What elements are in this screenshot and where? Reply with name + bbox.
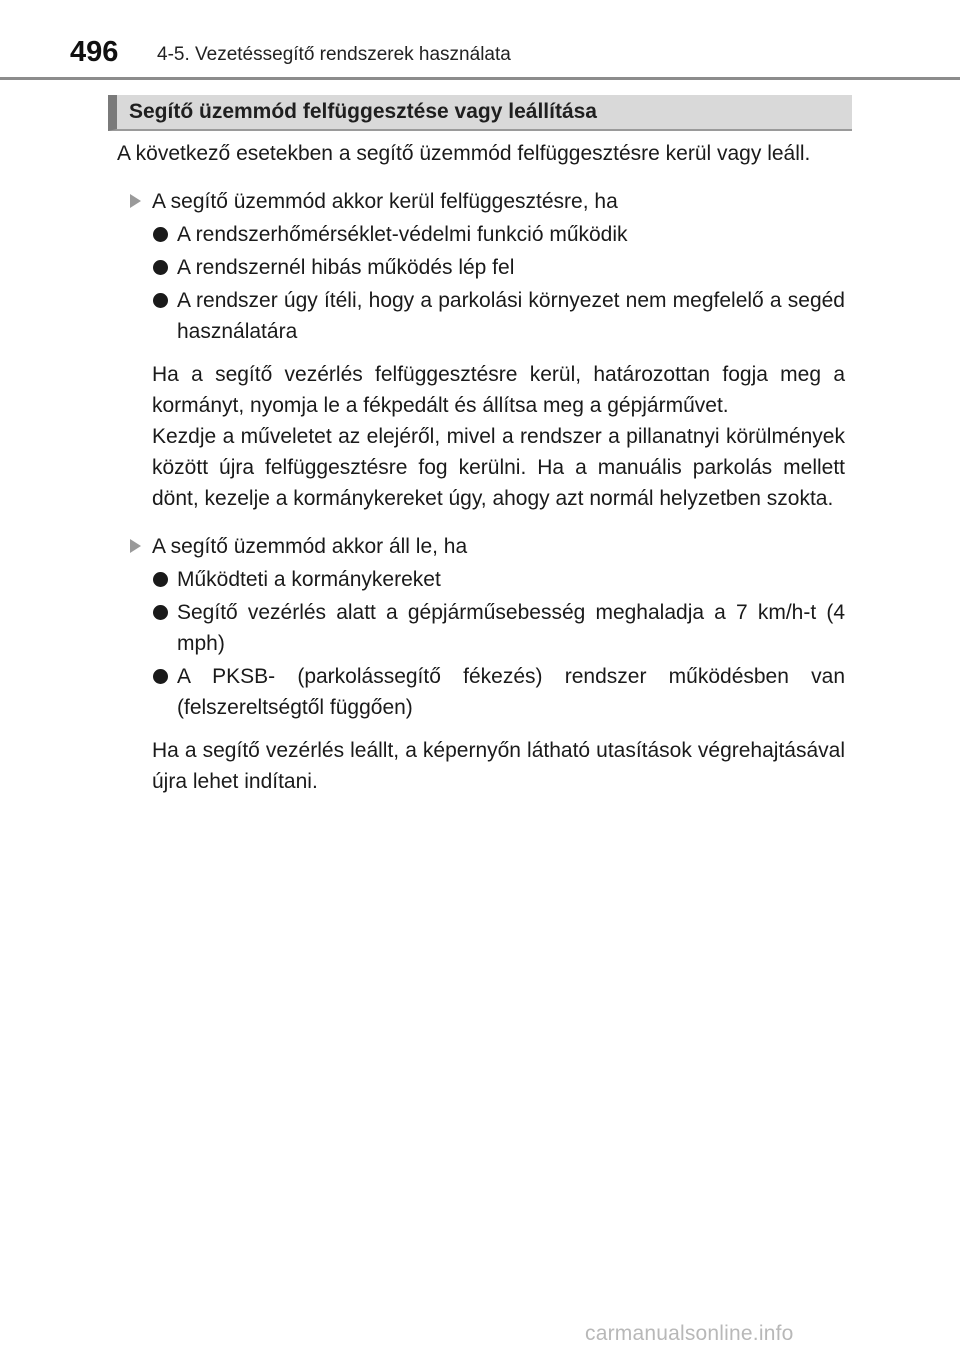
list-item	[152, 597, 845, 659]
page-header	[0, 0, 960, 80]
bullet-dot-icon	[153, 260, 168, 275]
arrow-right-icon	[130, 194, 141, 208]
bullet-dot-icon	[153, 669, 168, 684]
list-item-text: Működteti a kormánykereket	[177, 568, 441, 591]
list-item-text: Segítő vezérlés alatt a gépjárműsebesség meghaladja a 7 km/h-t (4 mph)	[177, 601, 845, 655]
bullet-dot-icon	[153, 227, 168, 242]
page-number: 496	[70, 36, 119, 68]
section-title: Segítő üzemmód felfüggesztése vagy leállítása	[129, 100, 597, 123]
section-heading	[108, 95, 852, 131]
intro-paragraph: A következő esetekben a segítő üzemmód felfüggesztésre kerül vagy leáll.	[117, 142, 811, 165]
header-rule	[0, 77, 960, 80]
bullet-dot-icon	[153, 572, 168, 587]
bullet-dot-icon	[153, 293, 168, 308]
list-item	[152, 219, 845, 250]
arrow-right-icon	[130, 539, 141, 553]
note-paragraph: Ha a segítő vezérlés felfüggesztésre kerül, határozottan fogja meg a kormányt, nyomja le a fékpedált és állítsa meg a gépjárművet.	[152, 363, 845, 417]
list-item-text: A PKSB- (parkolássegítő fékezés) rendszer működésben van (felszereltségtől függően)	[177, 665, 845, 719]
list-item-text: A rendszerhőmérséklet-védelmi funkció működik	[177, 223, 628, 246]
note-paragraph: Kezdje a műveletet az elejéről, mivel a rendszer a pillanatnyi körülmények között újra felfüggesztésre fog kerülni. Ha a manuális parkolás mellett dönt, kezelje a kormánykereket úgy, ahogy azt normál helyzetben szokta.	[152, 425, 845, 510]
note-block	[152, 359, 845, 514]
list-item-text: A rendszernél hibás működés lép fel	[177, 256, 515, 279]
condition-group-stop	[117, 531, 845, 562]
list-item	[152, 252, 845, 283]
bullet-list	[152, 564, 845, 723]
chapter-title: 4-5. Vezetéssegítő rendszerek használata	[157, 44, 511, 65]
group-lead: A segítő üzemmód akkor áll le, ha	[152, 535, 468, 558]
bullet-dot-icon	[153, 605, 168, 620]
note-paragraph: Ha a segítő vezérlés leállt, a képernyőn látható utasítások végrehajtásával újra lehet indítani.	[152, 739, 845, 793]
list-item	[152, 564, 845, 595]
condition-group-suspend	[117, 186, 845, 217]
note-block	[152, 735, 845, 797]
watermark: carmanualsonline.info	[585, 1322, 794, 1345]
bullet-list	[152, 219, 845, 347]
list-item	[152, 285, 845, 347]
list-item	[152, 661, 845, 723]
group-lead: A segítő üzemmód akkor kerül felfüggesztésre, ha	[152, 190, 618, 213]
section-body	[117, 138, 845, 797]
list-item-text: A rendszer úgy ítéli, hogy a parkolási környezet nem megfelelő a segéd használatára	[177, 289, 845, 343]
